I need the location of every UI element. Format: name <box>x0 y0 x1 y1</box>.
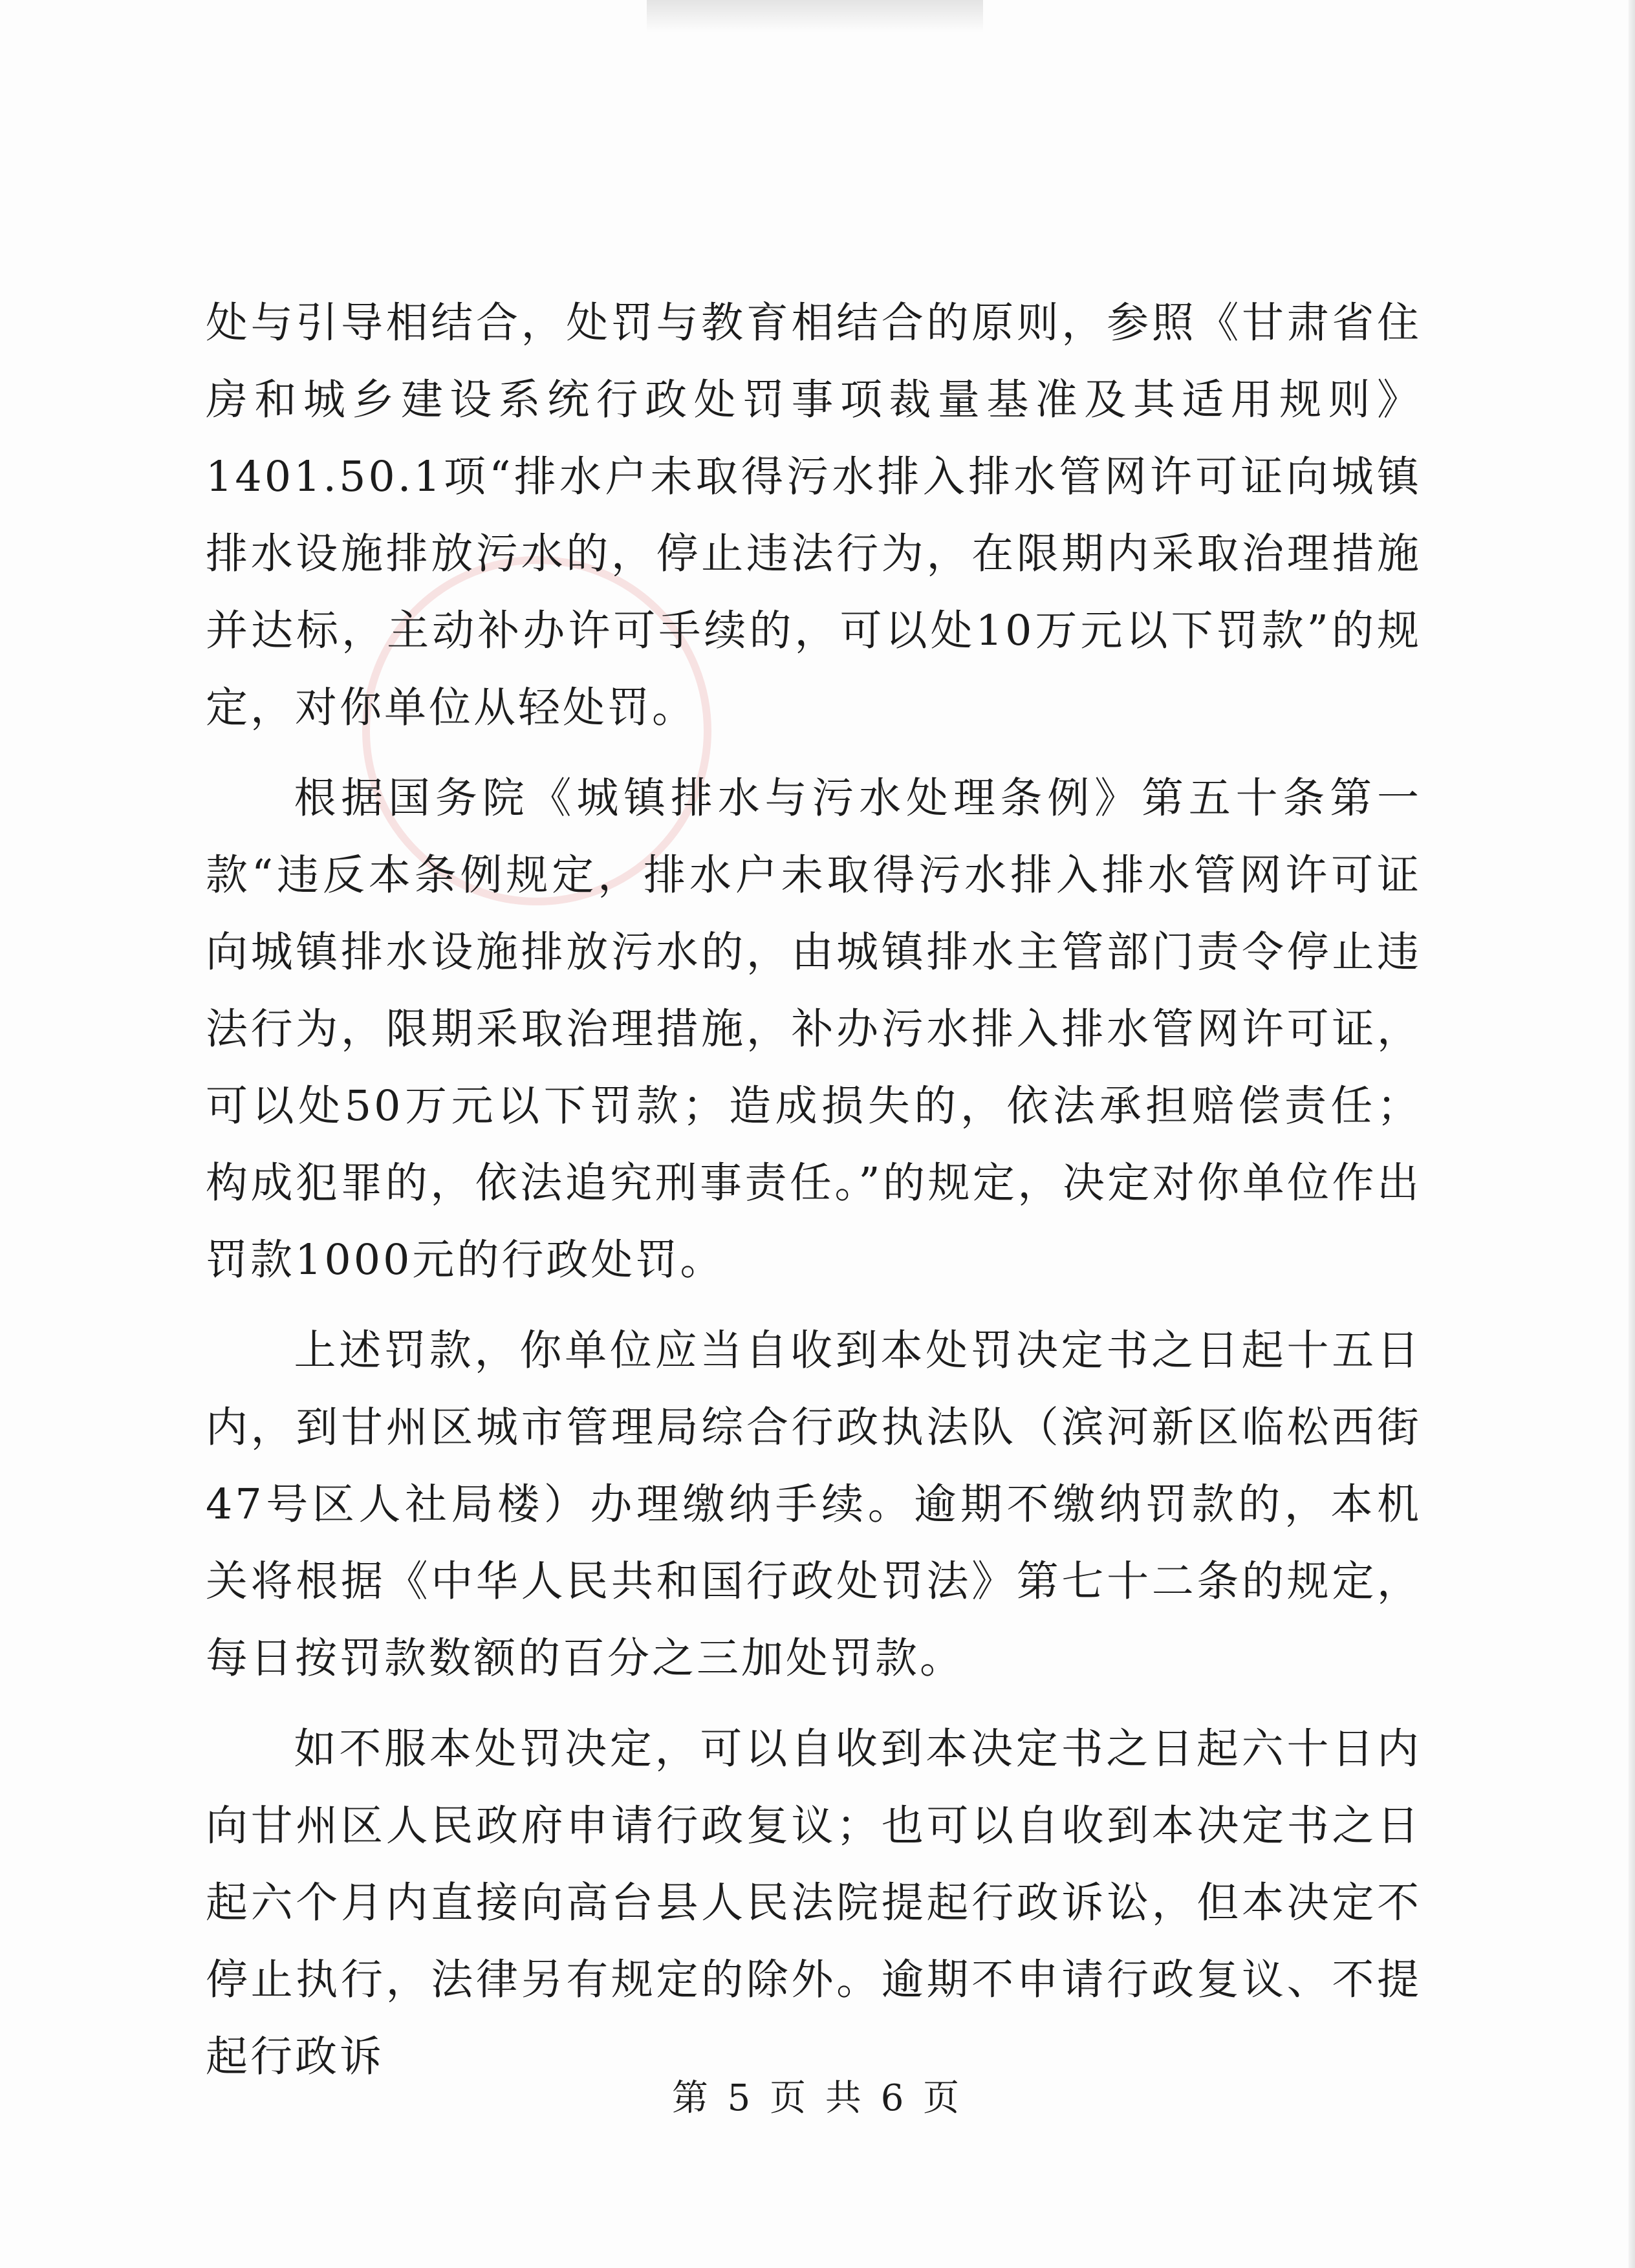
paragraph-legal-basis <box>206 760 1422 1299</box>
paragraph-text: 如不服本处罚决定，可以自收到本决定书之日起六十日内向甘州区人民政府申请行政复议；也可以自收到本决定书之日起六个月内直接向高台县人民法院提起行政诉讼，但本决定不停止执行，法律另有规定的除外。逾期不申请行政复议、不提起行政诉 <box>206 1725 1422 2081</box>
paragraph-text: 处与引导相结合，处罚与教育相结合的原则，参照《甘肃省住房和城乡建设系统行政处罚事项裁量基准及其适用规则》1401.50.1项“排水户未取得污水排入排水管网许可证向城镇排水设施排放污水的，停止违法行为，在限期内采取治理措施并达标，主动补办许可手续的，可以处10万元以下罚款”的规定，对你单位从轻处罚。 <box>206 299 1422 732</box>
paragraph-text: 上述罚款，你单位应当自收到本处罚决定书之日起十五日内，到甘州区城市管理局综合行政执法队（滨河新区临松西街47号区人社局楼）办理缴纳手续。逾期不缴纳罚款的，本机关将根据《中华人民共和国行政处罚法》第七十二条的规定，每日按罚款数额的百分之三加处罚款。 <box>206 1326 1422 1683</box>
paragraph-continued <box>206 285 1422 746</box>
paragraph-payment <box>206 1312 1422 1697</box>
scan-shadow-top <box>647 0 983 32</box>
document-body <box>206 285 1422 2109</box>
paragraph-appeal <box>206 1711 1422 2095</box>
page-number-footer: 第 5 页 共 6 页 <box>671 2077 964 2119</box>
paragraph-text: 根据国务院《城镇排水与污水处理条例》第五十条第一款“违反本条例规定，排水户未取得污水排入排水管网许可证向城镇排水设施排放污水的，由城镇排水主管部门责令停止违法行为，限期采取治理措施，补办污水排入排水管网许可证，可以处50万元以下罚款；造成损失的，依法承担赔偿责任；构成犯罪的，依法追究刑事责任。”的规定，决定对你单位作出罚款1000元的行政处罚。 <box>206 774 1422 1284</box>
scan-shadow-right <box>1629 0 1635 2268</box>
